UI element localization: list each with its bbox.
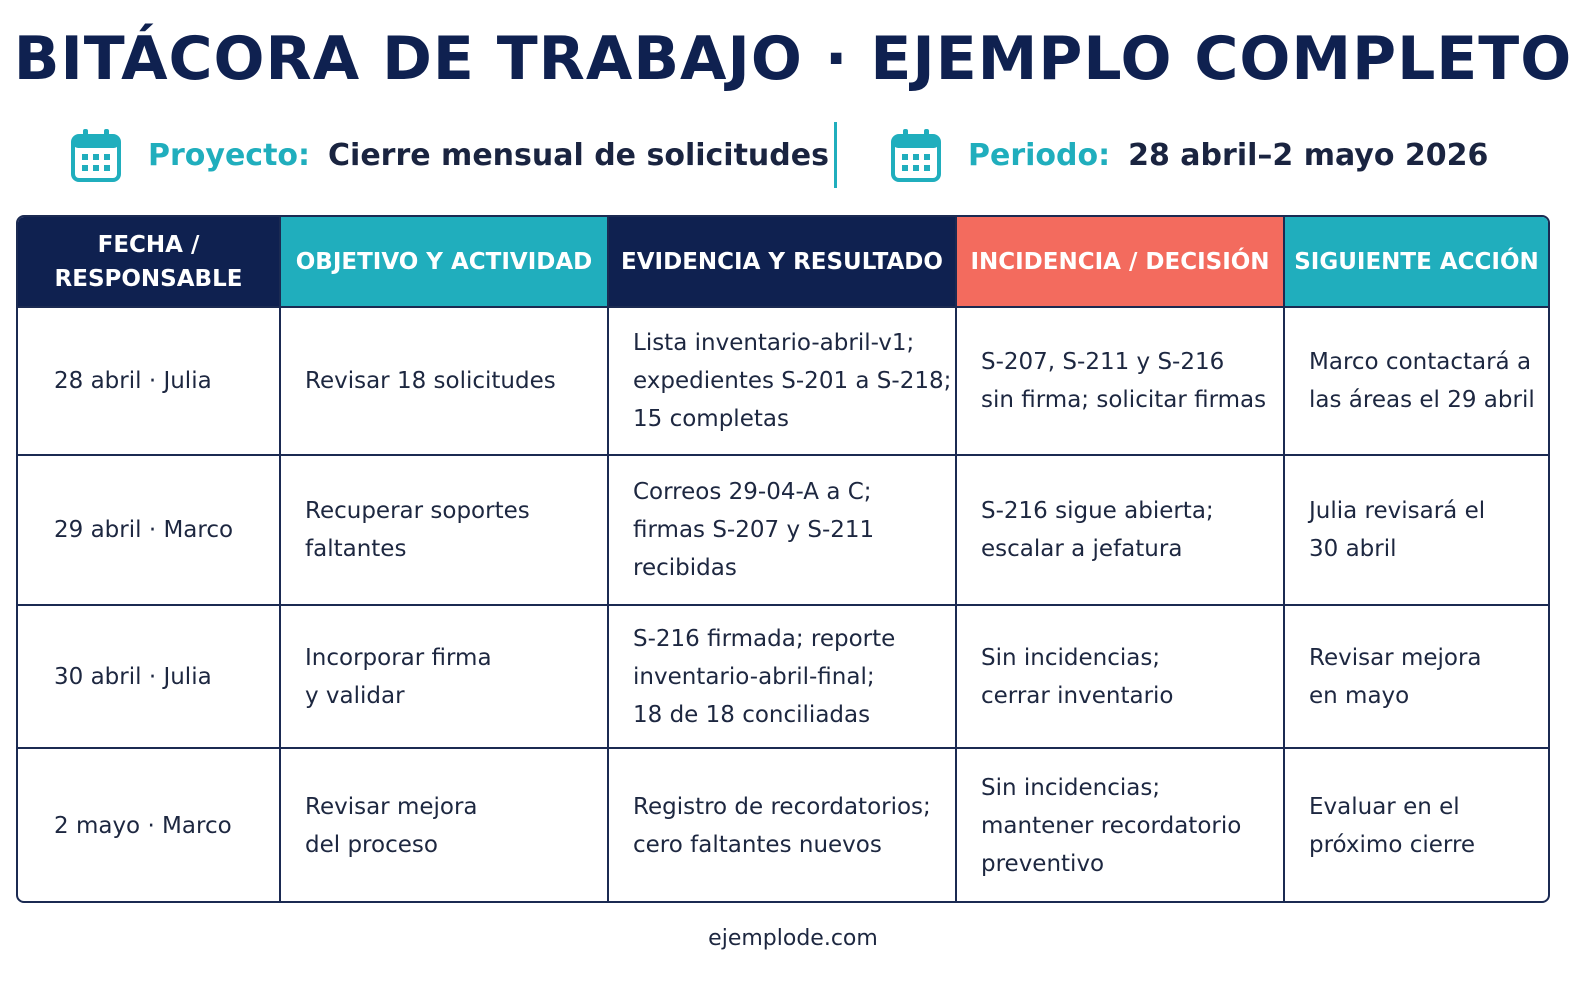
cell-line: las áreas el 29 abril — [1309, 387, 1535, 413]
calendar-icon — [70, 127, 122, 183]
cell-line: S-216 sigue abierta; — [981, 498, 1214, 524]
cell-line: Sin incidencias; — [981, 775, 1161, 801]
cell-fecha — [18, 605, 280, 748]
header-fecha — [18, 217, 280, 307]
cell-line: Julia revisará el — [1309, 498, 1486, 524]
table-row — [18, 748, 1548, 903]
period-meta — [890, 120, 1488, 190]
cell-line: expedientes S-201 a S-218; — [633, 368, 952, 394]
table-row — [18, 307, 1548, 455]
cell-line: 15 completas — [633, 406, 789, 432]
cell-line: sin firma; solicitar firmas — [981, 387, 1267, 413]
period-value: 28 abril–2 mayo 2026 — [1128, 137, 1489, 173]
cell-line: Incorporar firma — [305, 644, 492, 671]
cell-line: faltantes — [305, 536, 407, 562]
page-title: BITÁCORA DE TRABAJO · EJEMPLO COMPLETO — [13, 24, 1573, 94]
cell-line: escalar a jefatura — [981, 536, 1183, 562]
cell-objetivo — [280, 455, 608, 605]
cell-siguiente — [1284, 455, 1548, 605]
cell-line: del proceso — [305, 832, 438, 858]
cell-line: inventario-abril-final; — [633, 663, 875, 690]
cell-line: Marco contactará a — [1309, 349, 1532, 375]
header-evidencia: EVIDENCIA Y RESULTADO — [608, 217, 956, 307]
cell-fecha — [18, 307, 280, 455]
cell-siguiente — [1284, 748, 1548, 903]
header-incidencia: INCIDENCIA / DECISIÓN — [956, 217, 1284, 307]
cell-line: próximo cierre — [1309, 832, 1476, 858]
cell-incidencia — [956, 605, 1284, 748]
cell-fecha — [18, 748, 280, 903]
cell-objetivo — [280, 605, 608, 748]
cell-line: preventivo — [981, 851, 1105, 877]
cell-line: Registro de recordatorios; — [633, 794, 931, 820]
cell-line: 30 abril · Julia — [54, 663, 212, 690]
cell-line: recibidas — [633, 555, 737, 581]
cell-line: firmas S-207 y S-211 — [633, 517, 875, 543]
cell-line: S-207, S-211 y S-216 — [981, 349, 1225, 375]
cell-line: S-216 firmada; reporte — [633, 625, 896, 652]
cell-line: Recuperar soportes — [305, 498, 530, 524]
project-label: Proyecto: — [148, 137, 311, 173]
cell-incidencia — [956, 748, 1284, 903]
cell-line: 29 abril · Marco — [54, 517, 234, 543]
cell-incidencia — [956, 455, 1284, 605]
cell-line: mantener recordatorio — [981, 813, 1242, 839]
table-header-row — [18, 217, 1548, 307]
cell-line: 30 abril — [1309, 536, 1397, 562]
cell-evidencia — [608, 605, 956, 748]
period-label: Periodo: — [968, 137, 1111, 173]
cell-line: Revisar mejora — [1309, 644, 1482, 671]
calendar-icon — [890, 127, 942, 183]
header-line: RESPONSABLE — [54, 265, 243, 292]
header-objetivo: OBJETIVO Y ACTIVIDAD — [280, 217, 608, 307]
cell-line: cerrar inventario — [981, 682, 1174, 709]
cell-evidencia — [608, 307, 956, 455]
cell-line: Revisar 18 solicitudes — [305, 368, 556, 394]
footer-site: ejemplode.com — [708, 926, 878, 951]
cell-line: 28 abril · Julia — [54, 368, 212, 394]
cell-objetivo — [280, 748, 608, 903]
cell-line: Evaluar en el — [1309, 794, 1460, 820]
header-siguiente: SIGUIENTE ACCIÓN — [1284, 217, 1548, 307]
cell-line: 18 de 18 conciliadas — [633, 701, 871, 728]
project-value: Cierre mensual de solicitudes — [328, 137, 829, 173]
cell-siguiente — [1284, 605, 1548, 748]
cell-fecha — [18, 455, 280, 605]
cell-line: Correos 29-04-A a C; — [633, 479, 872, 505]
table-row — [18, 455, 1548, 605]
cell-line: Lista inventario-abril-v1; — [633, 330, 915, 356]
meta-divider — [834, 122, 837, 188]
cell-line: 2 mayo · Marco — [54, 813, 232, 839]
cell-line: cero faltantes nuevos — [633, 832, 882, 858]
cell-siguiente — [1284, 307, 1548, 455]
cell-line: en mayo — [1309, 682, 1410, 709]
cell-line: y validar — [305, 682, 405, 709]
cell-line: Revisar mejora — [305, 794, 478, 820]
cell-objetivo — [280, 307, 608, 455]
cell-line: Sin incidencias; — [981, 644, 1161, 671]
project-meta — [70, 120, 829, 190]
log-table — [16, 215, 1550, 903]
cell-incidencia — [956, 307, 1284, 455]
table-row — [18, 605, 1548, 748]
cell-evidencia — [608, 748, 956, 903]
header-line: FECHA / — [97, 231, 200, 258]
cell-evidencia — [608, 455, 956, 605]
